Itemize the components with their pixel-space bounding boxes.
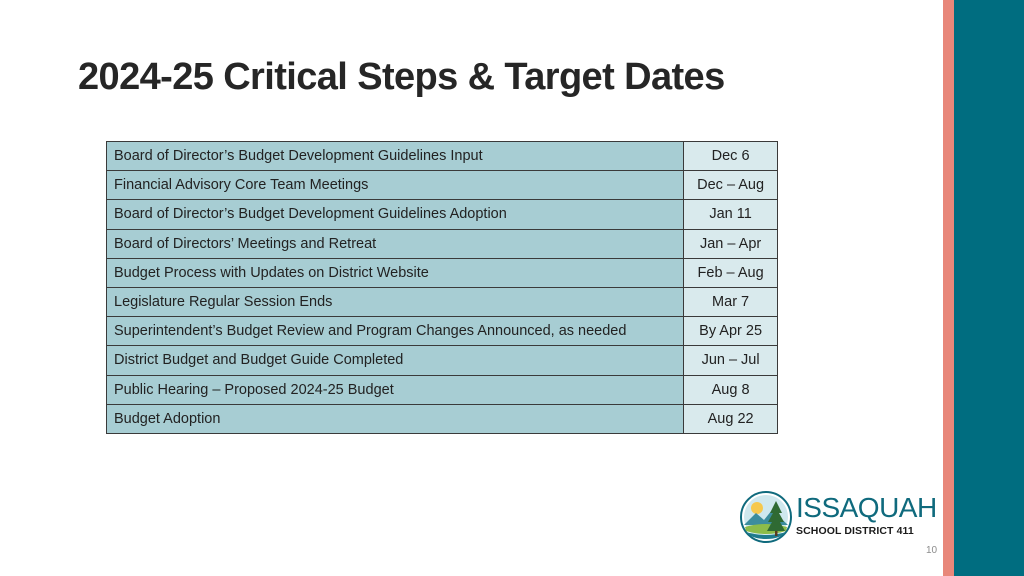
table-row — [107, 346, 778, 375]
step-name: District Budget and Budget Guide Completed — [107, 346, 684, 375]
step-name: Budget Process with Updates on District Website — [107, 258, 684, 287]
target-date: Dec 6 — [684, 142, 778, 171]
slide-title: 2024-25 Critical Steps & Target Dates — [78, 56, 725, 98]
target-date: Mar 7 — [684, 287, 778, 316]
table-row — [107, 142, 778, 171]
step-name: Financial Advisory Core Team Meetings — [107, 171, 684, 200]
mountain-tree-icon — [740, 491, 792, 543]
target-date: Jan 11 — [684, 200, 778, 229]
target-date: Jun – Jul — [684, 346, 778, 375]
table-row — [107, 200, 778, 229]
step-name: Public Hearing – Proposed 2024-25 Budget — [107, 375, 684, 404]
target-date: Jan – Apr — [684, 229, 778, 258]
step-name: Board of Directors’ Meetings and Retreat — [107, 229, 684, 258]
page-number: 10 — [926, 545, 938, 556]
step-name: Board of Director’s Budget Development Guidelines Input — [107, 142, 684, 171]
table-row — [107, 229, 778, 258]
table-row — [107, 287, 778, 316]
steps-table — [106, 141, 778, 434]
target-date: Feb – Aug — [684, 258, 778, 287]
target-date: By Apr 25 — [684, 317, 778, 346]
target-date: Aug 22 — [684, 404, 778, 433]
accent-stripe — [943, 0, 954, 576]
target-date: Dec – Aug — [684, 171, 778, 200]
table-row — [107, 171, 778, 200]
step-name: Budget Adoption — [107, 404, 684, 433]
table-row — [107, 375, 778, 404]
district-logo — [740, 491, 937, 547]
side-bar — [954, 0, 1024, 576]
logo-subtitle: SCHOOL DISTRICT 411 — [796, 525, 914, 537]
step-name: Legislature Regular Session Ends — [107, 287, 684, 316]
table-row — [107, 404, 778, 433]
target-date: Aug 8 — [684, 375, 778, 404]
table-row — [107, 258, 778, 287]
step-name: Superintendent’s Budget Review and Program Changes Announced, as needed — [107, 317, 684, 346]
table-row — [107, 317, 778, 346]
step-name: Board of Director’s Budget Development Guidelines Adoption — [107, 200, 684, 229]
logo-name: ISSAQUAH — [796, 492, 937, 523]
